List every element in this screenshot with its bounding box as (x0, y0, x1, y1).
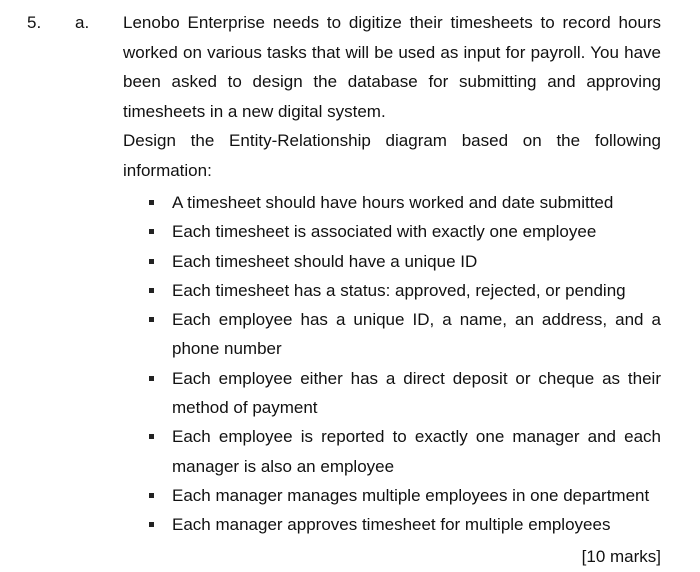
requirement-text: Each timesheet has a status: approved, rejected, or pending (172, 280, 626, 300)
requirement-item (123, 188, 661, 217)
requirement-text: A timesheet should have hours worked and date submitted (172, 193, 614, 212)
requirement-item (123, 422, 661, 481)
square-bullet-icon (149, 317, 154, 322)
requirement-text: Each employee is reported to exactly one manager and each manager is also an employee (172, 427, 661, 476)
square-bullet-icon (149, 434, 154, 439)
requirement-text: Each manager manages multiple employees in one department (172, 485, 650, 505)
requirement-item (123, 276, 661, 305)
question-number: 5. (27, 13, 42, 32)
requirement-item (123, 305, 661, 364)
requirement-text: Each employee either has a direct deposit or cheque as their method of payment (172, 368, 661, 418)
instruction-paragraph: Design the Entity-Relationship diagram based on the following information: (123, 131, 661, 180)
marks-label: [10 marks] (581, 546, 661, 566)
requirement-text: Each timesheet should have a unique ID (172, 251, 478, 271)
requirement-text: Each employee has a unique ID, a name, an address, and a phone number (172, 310, 661, 359)
requirement-text: Each manager approves timesheet for multiple employees (172, 515, 611, 535)
requirement-item (123, 217, 661, 246)
square-bullet-icon (149, 200, 154, 205)
square-bullet-icon (149, 522, 154, 527)
requirement-item (123, 510, 661, 539)
scenario-paragraph: Lenobo Enterprise needs to digitize their timesheets to record hours worked on various tasks that will be used as input for payroll. You have been asked to design the database for submitting and approving timesheets in a new digital system. (123, 13, 661, 121)
square-bullet-icon (149, 229, 154, 234)
square-bullet-icon (149, 259, 154, 264)
requirement-text: Each timesheet is associated with exactly one employee (172, 222, 597, 242)
requirement-item (123, 481, 661, 510)
square-bullet-icon (149, 376, 154, 381)
question-content (123, 8, 661, 571)
requirement-item (123, 364, 661, 423)
square-bullet-icon (149, 493, 154, 498)
question-part-label: a. (75, 13, 90, 32)
square-bullet-icon (149, 288, 154, 293)
requirement-item (123, 247, 661, 276)
requirements-list (123, 188, 661, 540)
